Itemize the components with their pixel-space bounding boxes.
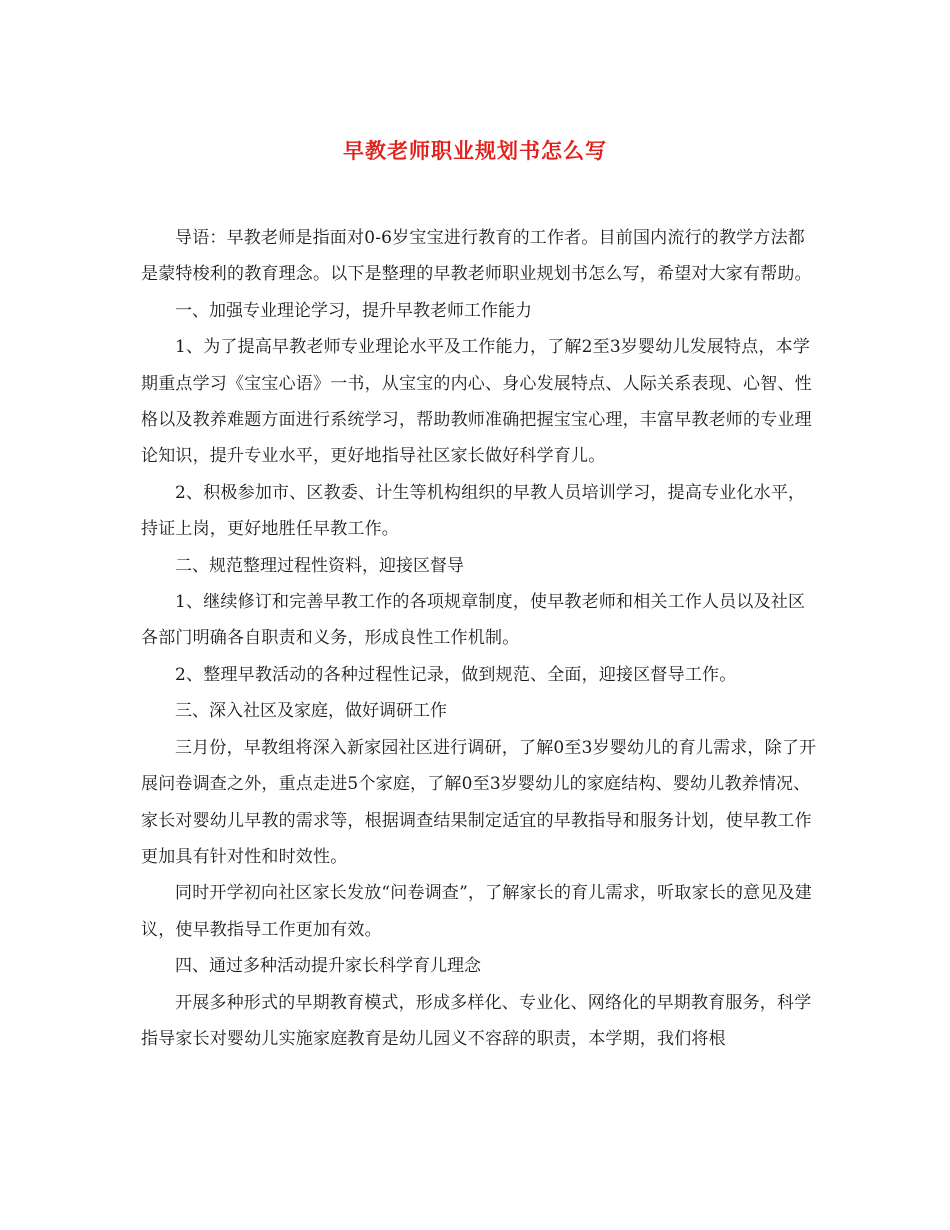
paragraph-intro: 导语：早教老师是指面对0-6岁宝宝进行教育的工作者。目前国内流行的教学方法都是蒙特梭利的教育理念。以下是整理的早教老师职业规划书怎么写，希望对大家有帮助。: [141, 228, 812, 285]
section-heading-4: 四、通过多种活动提升家长科学育儿理念: [175, 956, 481, 977]
paragraph-3-1: 三月份，早教组将深入新家园社区进行调研，了解0至3岁婴幼儿的育儿需求，除了开展问卷调查之外，重点走进5个家庭，了解0至3岁婴幼儿的家庭结构、婴幼儿教养情况、家长对婴幼儿早教的需求等，根据调查结果制定适宜的早教指导和服务计划，使早教工作更加具有针对性和时效性。: [141, 737, 817, 867]
paragraph-2-2: 2、整理早教活动的各种过程性记录，做到规范、全面，迎接区督导工作。: [175, 664, 737, 685]
paragraph-4-1: 开展多种形式的早期教育模式，形成多样化、专业化、网络化的早期教育服务，科学指导家长对婴幼儿实施家庭教育是幼儿园义不容辞的职责，本学期，我们将根: [141, 992, 812, 1049]
paragraph-1-1: 1、为了提高早教老师专业理论水平及工作能力，了解2至3岁婴幼儿发展特点，本学期重点学习《宝宝心语》一书，从宝宝的内心、身心发展特点、人际关系表现、心智、性格以及教养难题方面进行系统学习，帮助教师准确把握宝宝心理，丰富早教老师的专业理论知识，提升专业水平，更好地指导社区家长做好科学育儿。: [141, 337, 812, 467]
paragraph-3-2: 同时开学初向社区家长发放“问卷调查”，了解家长的育儿需求，听取家长的意见及建议，使早教指导工作更加有效。: [141, 883, 812, 940]
paragraph-2-1: 1、继续修订和完善早教工作的各项规章制度，使早教老师和相关工作人员以及社区各部门明确各自职责和义务，形成良性工作机制。: [141, 592, 806, 649]
page-title: 早教老师职业规划书怎么写: [343, 138, 607, 163]
section-heading-2: 二、规范整理过程性资料，迎接区督导: [175, 555, 464, 576]
document-body: [141, 220, 821, 1057]
section-heading-3: 三、深入社区及家庭，做好调研工作: [175, 701, 447, 722]
section-heading-1: 一、加强专业理论学习，提升早教老师工作能力: [175, 300, 532, 321]
paragraph-1-2: 2、积极参加市、区教委、计生等机构组织的早教人员培训学习，提高专业化水平，持证上岗，更好地胜任早教工作。: [141, 482, 806, 540]
